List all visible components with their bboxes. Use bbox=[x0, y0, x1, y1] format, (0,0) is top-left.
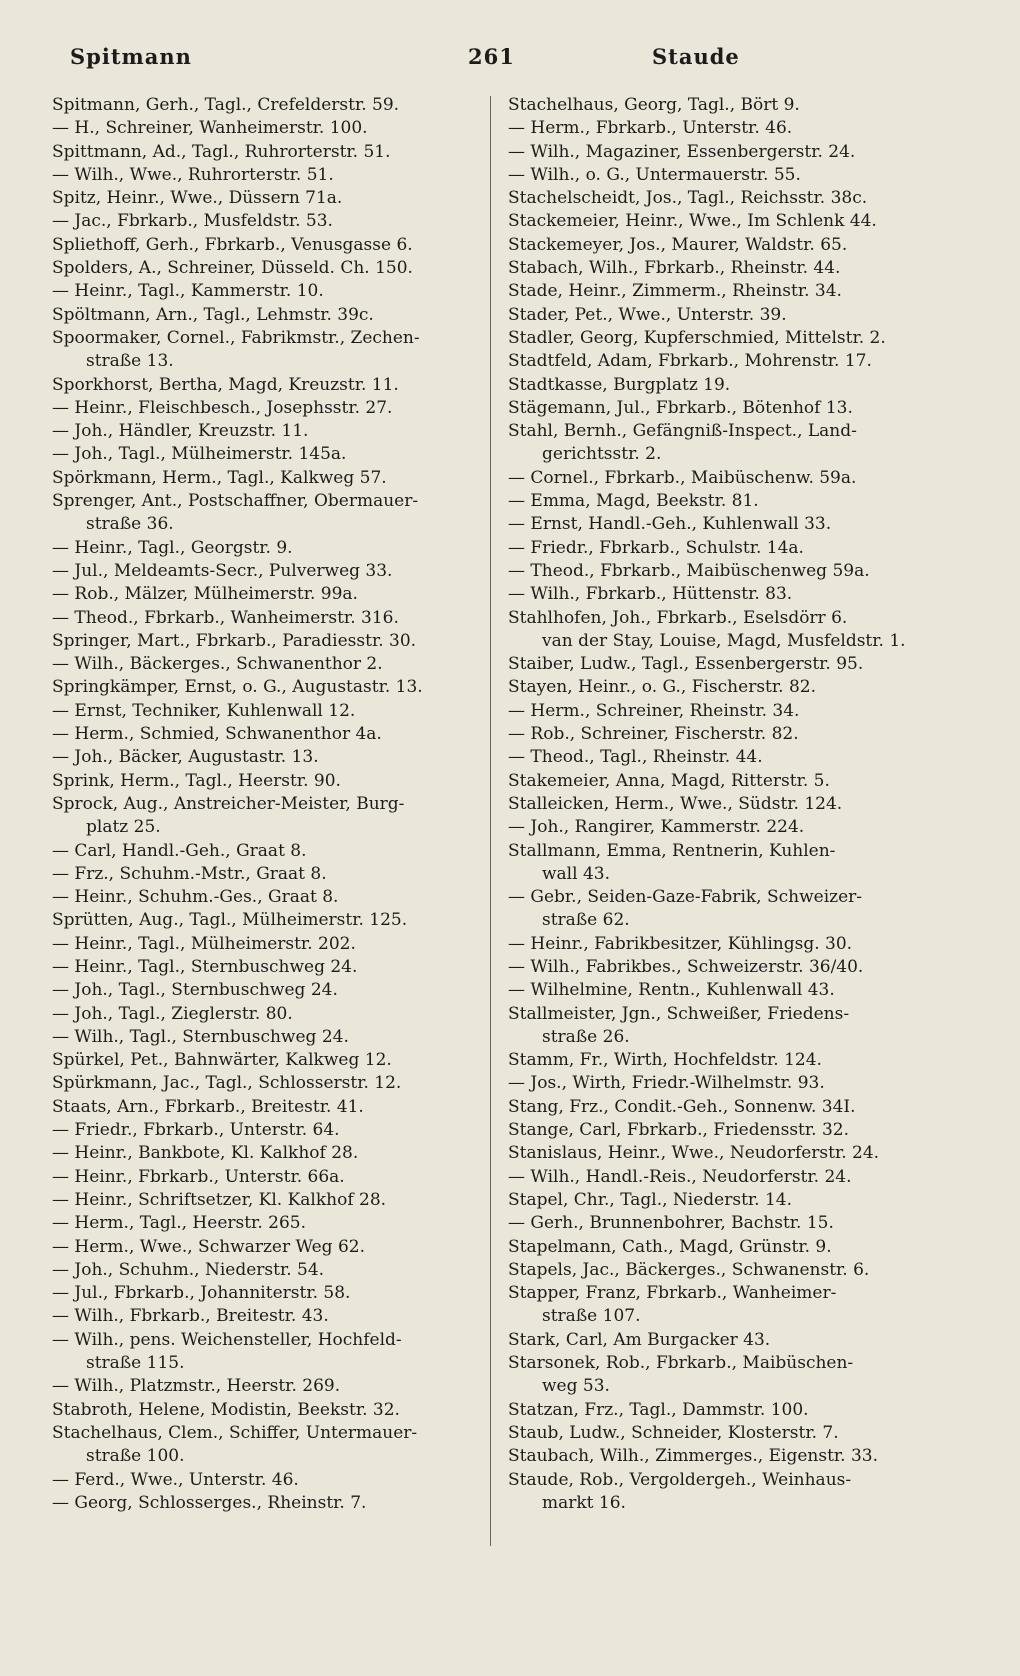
directory-entry: Stang, Frz., Condit.-Geh., Sonnenw. 34I. bbox=[508, 1096, 856, 1117]
directory-entry: Stadtkasse, Burgplatz 19. bbox=[508, 374, 731, 395]
directory-entry: Stapelmann, Cath., Magd, Grünstr. 9. bbox=[508, 1236, 832, 1257]
directory-entry: — Wilhelmine, Rentn., Kuhlenwall 43. bbox=[508, 980, 835, 1001]
directory-entry: Stahlhofen, Joh., Fbrkarb., Eselsdörr 6. bbox=[508, 607, 848, 628]
directory-entry: wall 43. bbox=[542, 863, 610, 884]
directory-entry: straße 62. bbox=[542, 910, 630, 931]
directory-entry: — Wilh., Wwe., Ruhrorterstr. 51. bbox=[52, 164, 334, 185]
directory-entry: Stader, Pet., Wwe., Unterstr. 39. bbox=[508, 304, 787, 325]
directory-entry: — Joh., Bäcker, Augustastr. 13. bbox=[52, 747, 319, 768]
directory-entry: straße 13. bbox=[86, 351, 174, 372]
directory-entry: Spitmann, Gerh., Tagl., Crefelderstr. 59. bbox=[52, 95, 400, 115]
directory-entry: — Joh., Händler, Kreuzstr. 11. bbox=[52, 421, 309, 442]
directory-entry: Stapper, Franz, Fbrkarb., Wanheimer- bbox=[508, 1283, 837, 1304]
directory-entry: — Joh., Schuhm., Niederstr. 54. bbox=[52, 1259, 325, 1280]
directory-entry: Stachelscheidt, Jos., Tagl., Reichsstr. 38c. bbox=[508, 188, 868, 209]
directory-entry: — Georg, Schlosserges., Rheinstr. 7. bbox=[52, 1492, 367, 1513]
directory-entry: — Joh., Tagl., Zieglerstr. 80. bbox=[52, 1003, 293, 1024]
directory-entry: — Wilh., pens. Weichensteller, Hochfeld- bbox=[52, 1329, 402, 1350]
directory-entry: Spoormaker, Cornel., Fabrikmstr., Zechen- bbox=[52, 327, 420, 348]
directory-entry: Spliethoff, Gerh., Fbrkarb., Venusgasse 6. bbox=[52, 234, 413, 255]
directory-entry: — Frz., Schuhm.-Mstr., Graat 8. bbox=[52, 863, 327, 884]
directory-entry: — Jul., Fbrkarb., Johanniterstr. 58. bbox=[52, 1283, 351, 1304]
directory-entry: Sprütten, Aug., Tagl., Mülheimerstr. 125. bbox=[52, 910, 408, 931]
column-divider bbox=[490, 96, 491, 1546]
directory-entry: weg 53. bbox=[542, 1376, 610, 1397]
directory-entry: Stange, Carl, Fbrkarb., Friedensstr. 32. bbox=[508, 1120, 849, 1141]
directory-entry: Stägemann, Jul., Fbrkarb., Bötenhof 13. bbox=[508, 397, 853, 418]
directory-entry: — Herm., Tagl., Heerstr. 265. bbox=[52, 1213, 306, 1234]
directory-entry: Stamm, Fr., Wirth, Hochfeldstr. 124. bbox=[508, 1050, 822, 1071]
directory-entry: — Jos., Wirth, Friedr.-Wilhelmstr. 93. bbox=[508, 1073, 825, 1094]
directory-entry: Spörkmann, Herm., Tagl., Kalkweg 57. bbox=[52, 467, 387, 488]
directory-entry: — Wilh., Fbrkarb., Breitestr. 43. bbox=[52, 1306, 329, 1327]
directory-entry: Stabroth, Helene, Modistin, Beekstr. 32. bbox=[52, 1399, 400, 1420]
running-head-left: Spitmann bbox=[70, 44, 192, 69]
directory-entry: — Heinr., Fbrkarb., Unterstr. 66a. bbox=[52, 1166, 345, 1187]
directory-entry: Staub, Ludw., Schneider, Klosterstr. 7. bbox=[508, 1422, 839, 1443]
directory-entry: markt 16. bbox=[542, 1492, 626, 1513]
directory-entry: Stalleicken, Herm., Wwe., Südstr. 124. bbox=[508, 793, 843, 814]
directory-entry: — Emma, Magd, Beekstr. 81. bbox=[508, 491, 759, 512]
directory-entry: — Wilh., Handl.-Reis., Neudorferstr. 24. bbox=[508, 1166, 852, 1187]
directory-entry: Stachelhaus, Clem., Schiffer, Untermauer- bbox=[52, 1422, 418, 1443]
directory-entry: — Herm., Fbrkarb., Unterstr. 46. bbox=[508, 118, 793, 139]
directory-entry: — Heinr., Schuhm.-Ges., Graat 8. bbox=[52, 887, 339, 908]
directory-entry: Stachelhaus, Georg, Tagl., Bört 9. bbox=[508, 95, 800, 115]
running-head-right: Staude bbox=[652, 44, 740, 69]
directory-entry: Stallmann, Emma, Rentnerin, Kuhlen- bbox=[508, 840, 836, 861]
directory-entry: Spitz, Heinr., Wwe., Düssern 71a. bbox=[52, 188, 343, 209]
directory-entry: — Joh., Rangirer, Kammerstr. 224. bbox=[508, 817, 805, 838]
directory-entry: — Gerh., Brunnenbohrer, Bachstr. 15. bbox=[508, 1213, 834, 1234]
page-number: 261 bbox=[468, 44, 515, 69]
directory-entry: — Herm., Schreiner, Rheinstr. 34. bbox=[508, 700, 800, 721]
directory-entry: Stallmeister, Jgn., Schweißer, Friedens- bbox=[508, 1003, 850, 1024]
directory-entry: Spolders, A., Schreiner, Düsseld. Ch. 150. bbox=[52, 258, 413, 279]
directory-entry: — Gebr., Seiden-Gaze-Fabrik, Schweizer- bbox=[508, 887, 863, 908]
directory-entry: Stark, Carl, Am Burgacker 43. bbox=[508, 1329, 771, 1350]
directory-entry: Stadtfeld, Adam, Fbrkarb., Mohrenstr. 17. bbox=[508, 351, 872, 372]
directory-entry: — Ernst, Handl.-Geh., Kuhlenwall 33. bbox=[508, 514, 832, 535]
directory-entry: — Heinr., Fabrikbesitzer, Kühlingsg. 30. bbox=[508, 933, 853, 954]
page-header bbox=[52, 44, 740, 84]
directory-entry: — Herm., Schmied, Schwanenthor 4a. bbox=[52, 724, 382, 745]
directory-entry: — Theod., Tagl., Rheinstr. 44. bbox=[508, 747, 763, 768]
directory-entry: — Heinr., Fleischbesch., Josephsstr. 27. bbox=[52, 397, 393, 418]
directory-entry: straße 115. bbox=[86, 1353, 185, 1374]
directory-entry: Starsonek, Rob., Fbrkarb., Maibüschen- bbox=[508, 1353, 854, 1374]
directory-entry: — Jul., Meldeamts-Secr., Pulverweg 33. bbox=[52, 560, 393, 581]
directory-entry: Stakemeier, Anna, Magd, Ritterstr. 5. bbox=[508, 770, 830, 791]
directory-entry: — Wilh., Platzmstr., Heerstr. 269. bbox=[52, 1376, 341, 1397]
right-column bbox=[508, 94, 952, 1515]
directory-entry: Stackemeier, Heinr., Wwe., Im Schlenk 44. bbox=[508, 211, 877, 232]
directory-entry: — Friedr., Fbrkarb., Unterstr. 64. bbox=[52, 1120, 340, 1141]
directory-entry: Stabach, Wilh., Fbrkarb., Rheinstr. 44. bbox=[508, 258, 841, 279]
directory-entry: — H., Schreiner, Wanheimerstr. 100. bbox=[52, 118, 368, 139]
directory-entry: — Herm., Wwe., Schwarzer Weg 62. bbox=[52, 1236, 365, 1257]
left-column bbox=[52, 94, 496, 1515]
directory-entry: — Heinr., Tagl., Georgstr. 9. bbox=[52, 537, 293, 558]
directory-entry: Statzan, Frz., Tagl., Dammstr. 100. bbox=[508, 1399, 809, 1420]
directory-entry: Staats, Arn., Fbrkarb., Breitestr. 41. bbox=[52, 1096, 364, 1117]
directory-entry: Stahl, Bernh., Gefängniß-Inspect., Land- bbox=[508, 421, 857, 442]
directory-entry: Sprock, Aug., Anstreicher-Meister, Burg- bbox=[52, 793, 405, 814]
directory-entry: Spürkel, Pet., Bahnwärter, Kalkweg 12. bbox=[52, 1050, 392, 1071]
directory-entry: straße 36. bbox=[86, 514, 174, 535]
directory-entry: — Ferd., Wwe., Unterstr. 46. bbox=[52, 1469, 299, 1490]
directory-entry: — Carl, Handl.-Geh., Graat 8. bbox=[52, 840, 307, 861]
directory-entry: — Wilh., Tagl., Sternbuschweg 24. bbox=[52, 1026, 349, 1047]
directory-entry: Sprenger, Ant., Postschaffner, Obermauer- bbox=[52, 491, 419, 512]
directory-entry: Stapels, Jac., Bäckerges., Schwanenstr. 6. bbox=[508, 1259, 870, 1280]
directory-entry: straße 107. bbox=[542, 1306, 641, 1327]
directory-entry: Sprink, Herm., Tagl., Heerstr. 90. bbox=[52, 770, 341, 791]
directory-entry: gerichtsstr. 2. bbox=[542, 444, 662, 465]
directory-entry: — Wilh., o. G., Untermauerstr. 55. bbox=[508, 164, 801, 185]
directory-entry: Stackemeyer, Jos., Maurer, Waldstr. 65. bbox=[508, 234, 848, 255]
directory-entry: Sporkhorst, Bertha, Magd, Kreuzstr. 11. bbox=[52, 374, 399, 395]
directory-entry: Stayen, Heinr., o. G., Fischerstr. 82. bbox=[508, 677, 816, 698]
directory-entry: Stade, Heinr., Zimmerm., Rheinstr. 34. bbox=[508, 281, 842, 302]
directory-entry: — Rob., Mälzer, Mülheimerstr. 99a. bbox=[52, 584, 358, 605]
directory-entry: — Cornel., Fbrkarb., Maibüschenw. 59a. bbox=[508, 467, 857, 488]
directory-entry: — Joh., Tagl., Mülheimerstr. 145a. bbox=[52, 444, 347, 465]
directory-entry: — Heinr., Bankbote, Kl. Kalkhof 28. bbox=[52, 1143, 359, 1164]
directory-entry: — Ernst, Techniker, Kuhlenwall 12. bbox=[52, 700, 356, 721]
directory-entry: Staiber, Ludw., Tagl., Essenbergerstr. 95. bbox=[508, 654, 864, 675]
directory-entry: — Heinr., Tagl., Sternbuschweg 24. bbox=[52, 956, 358, 977]
directory-entry: Stapel, Chr., Tagl., Niederstr. 14. bbox=[508, 1189, 793, 1210]
directory-entry: — Wilh., Bäckerges., Schwanenthor 2. bbox=[52, 654, 383, 675]
directory-entry: — Wilh., Magaziner, Essenbergerstr. 24. bbox=[508, 141, 856, 162]
directory-entry: — Theod., Fbrkarb., Wanheimerstr. 316. bbox=[52, 607, 399, 628]
directory-entry: Stanislaus, Heinr., Wwe., Neudorferstr. 24. bbox=[508, 1143, 880, 1164]
directory-entry: platz 25. bbox=[86, 817, 161, 838]
directory-entry: Stadler, Georg, Kupferschmied, Mittelstr. 2. bbox=[508, 327, 886, 348]
directory-entry: Spittmann, Ad., Tagl., Ruhrorterstr. 51. bbox=[52, 141, 391, 162]
directory-entry: — Rob., Schreiner, Fischerstr. 82. bbox=[508, 724, 799, 745]
directory-entry: — Wilh., Fabrikbes., Schweizerstr. 36/40. bbox=[508, 956, 864, 977]
directory-entry: — Heinr., Tagl., Mülheimerstr. 202. bbox=[52, 933, 356, 954]
directory-entry: — Wilh., Fbrkarb., Hüttenstr. 83. bbox=[508, 584, 793, 605]
directory-entry: straße 100. bbox=[86, 1446, 185, 1467]
directory-entry: Spöltmann, Arn., Tagl., Lehmstr. 39c. bbox=[52, 304, 374, 325]
directory-entry: Staubach, Wilh., Zimmerges., Eigenstr. 33. bbox=[508, 1446, 879, 1467]
directory-entry: van der Stay, Louise, Magd, Musfeldstr. 1. bbox=[542, 630, 906, 651]
directory-entry: straße 26. bbox=[542, 1026, 630, 1047]
directory-entry: Staude, Rob., Vergoldergeh., Weinhaus- bbox=[508, 1469, 852, 1490]
directory-entry: — Heinr., Tagl., Kammerstr. 10. bbox=[52, 281, 324, 302]
directory-entry: — Theod., Fbrkarb., Maibüschenweg 59a. bbox=[508, 560, 870, 581]
directory-entry: Springer, Mart., Fbrkarb., Paradiesstr. 30. bbox=[52, 630, 417, 651]
directory-entry: Spürkmann, Jac., Tagl., Schlosserstr. 12. bbox=[52, 1073, 402, 1094]
directory-entry: — Heinr., Schriftsetzer, Kl. Kalkhof 28. bbox=[52, 1189, 387, 1210]
directory-entry: — Joh., Tagl., Sternbuschweg 24. bbox=[52, 980, 338, 1001]
directory-entry: Springkämper, Ernst, o. G., Augustastr. 13. bbox=[52, 677, 423, 698]
directory-entry: — Jac., Fbrkarb., Musfeldstr. 53. bbox=[52, 211, 333, 232]
directory-entry: — Friedr., Fbrkarb., Schulstr. 14a. bbox=[508, 537, 804, 558]
